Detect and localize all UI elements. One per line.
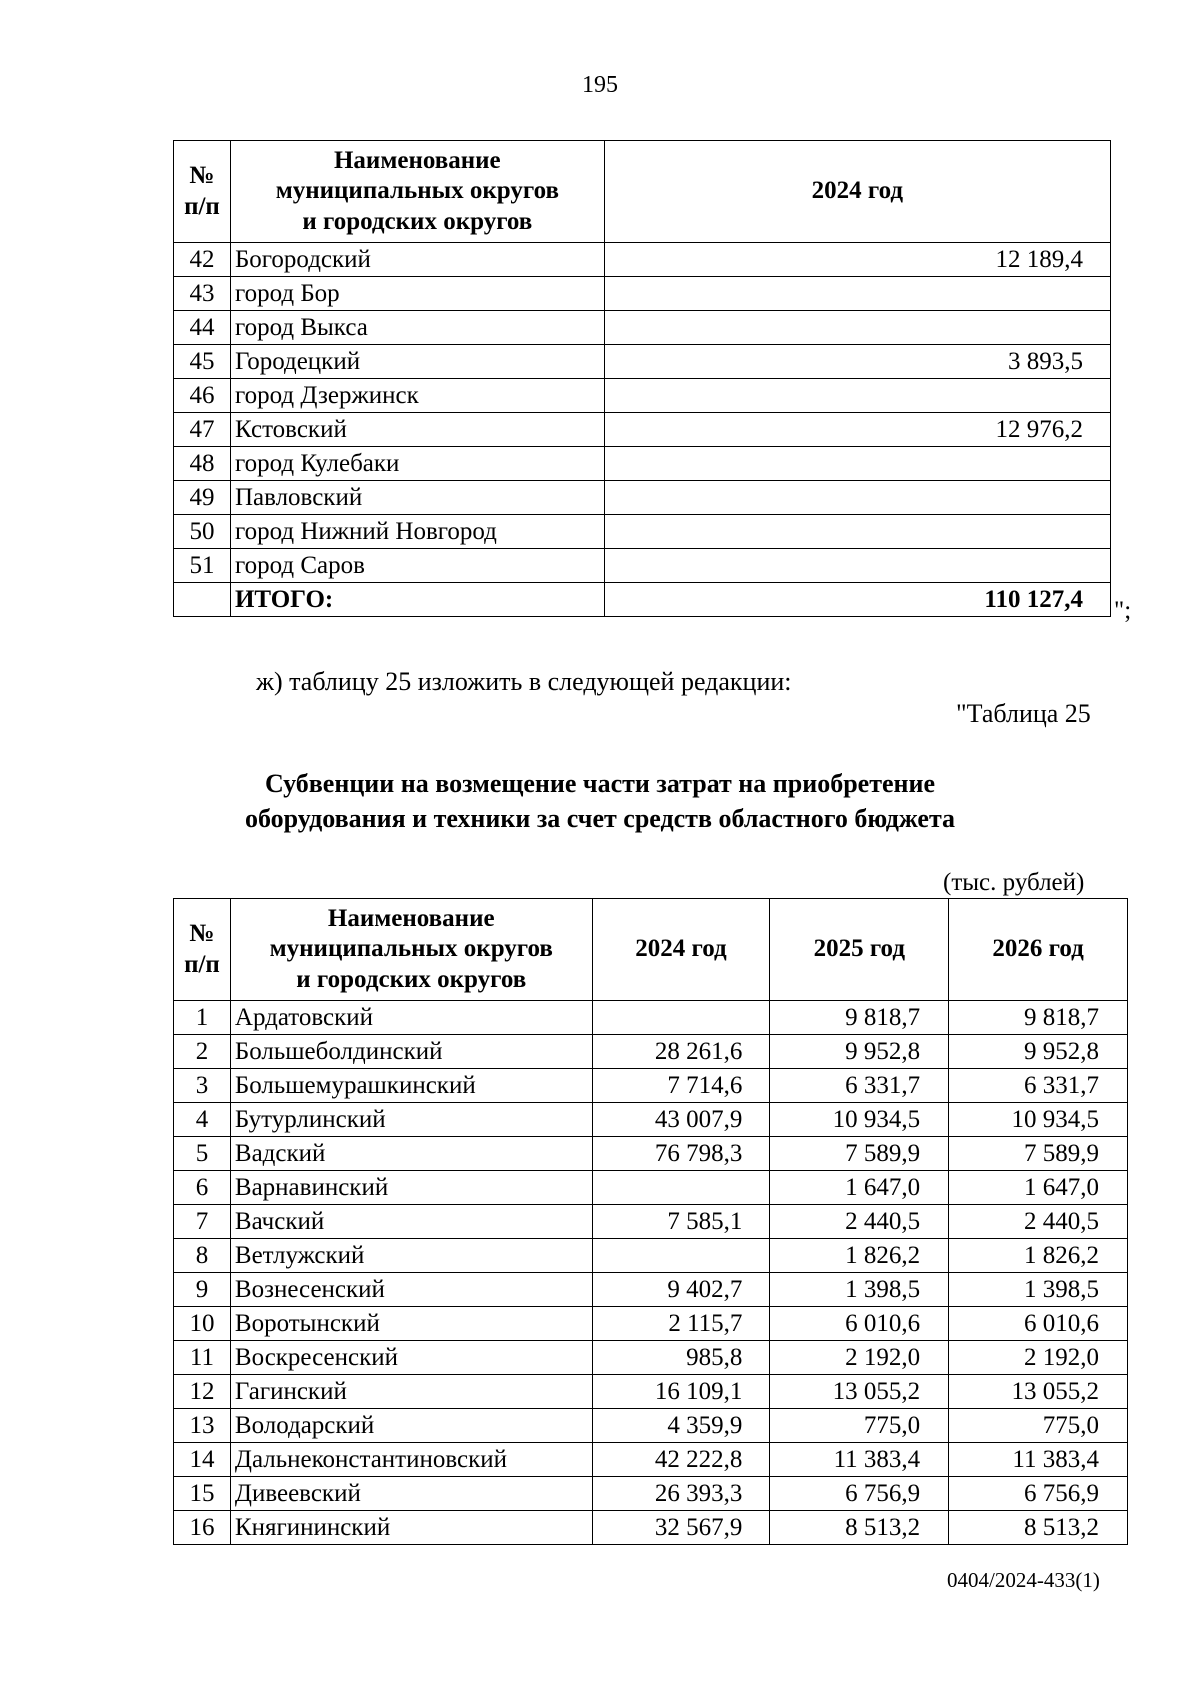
row-number: 46 [174, 379, 231, 413]
table-row [174, 1171, 1128, 1205]
header-2024: 2024 год [592, 899, 770, 1001]
table-row [174, 1341, 1128, 1375]
row-value-2024: 42 222,8 [592, 1443, 770, 1477]
row-value-2026: 1 647,0 [949, 1171, 1128, 1205]
row-value-2025: 1 826,2 [770, 1239, 949, 1273]
row-number: 8 [174, 1239, 231, 1273]
table-row [174, 447, 1111, 481]
row-number: 43 [174, 277, 231, 311]
row-number: 7 [174, 1205, 231, 1239]
header-number: № п/п [174, 141, 231, 243]
table-row [174, 481, 1111, 515]
row-name: Вачский [230, 1205, 592, 1239]
row-number: 14 [174, 1443, 231, 1477]
row-name: Городецкий [230, 345, 604, 379]
table-row [174, 277, 1111, 311]
table-row [174, 413, 1111, 447]
row-number: 6 [174, 1171, 231, 1205]
row-value-2025: 8 513,2 [770, 1511, 949, 1545]
row-name: Кстовский [230, 413, 604, 447]
row-value-2024: 985,8 [592, 1341, 770, 1375]
row-value-2024: 12 189,4 [604, 243, 1110, 277]
table-row [174, 515, 1111, 549]
row-value-2024 [604, 311, 1110, 345]
total-value-2024: 110 127,4 [604, 583, 1110, 617]
row-value-2024 [604, 481, 1110, 515]
closing-quote-mark: "; [1114, 597, 1132, 624]
row-name: Княгининский [230, 1511, 592, 1545]
row-name: город Выкса [230, 311, 604, 345]
row-name: Гагинский [230, 1375, 592, 1409]
row-value-2024: 2 115,7 [592, 1307, 770, 1341]
row-value-2024: 7 585,1 [592, 1205, 770, 1239]
header-2025: 2025 год [770, 899, 949, 1001]
row-value-2024 [604, 379, 1110, 413]
row-number: 15 [174, 1477, 231, 1511]
row-name: Бутурлинский [230, 1103, 592, 1137]
row-value-2026: 6 010,6 [949, 1307, 1128, 1341]
row-value-2025: 6 756,9 [770, 1477, 949, 1511]
row-name: Вознесенский [230, 1273, 592, 1307]
table-row [174, 1273, 1128, 1307]
table-row [174, 1409, 1128, 1443]
row-value-2024: 7 714,6 [592, 1069, 770, 1103]
row-name: Богородский [230, 243, 604, 277]
header-2024: 2024 год [604, 141, 1110, 243]
row-name: Варнавинский [230, 1171, 592, 1205]
row-value-2024: 43 007,9 [592, 1103, 770, 1137]
row-value-2026: 2 440,5 [949, 1205, 1128, 1239]
row-value-2025: 13 055,2 [770, 1375, 949, 1409]
row-value-2025: 9 818,7 [770, 1001, 949, 1035]
total-label: ИТОГО: [230, 583, 604, 617]
row-name: Вадский [230, 1137, 592, 1171]
row-value-2024: 3 893,5 [604, 345, 1110, 379]
row-name: город Саров [230, 549, 604, 583]
header-2026: 2026 год [949, 899, 1128, 1001]
row-number: 2 [174, 1035, 231, 1069]
row-number: 44 [174, 311, 231, 345]
instruction-text: ж) таблицу 25 изложить в следующей редакции: [256, 667, 792, 696]
row-value-2024: 26 393,3 [592, 1477, 770, 1511]
row-number: 51 [174, 549, 231, 583]
row-value-2024: 16 109,1 [592, 1375, 770, 1409]
table-header-row [174, 141, 1111, 243]
row-value-2024 [604, 515, 1110, 549]
table-row [174, 1443, 1128, 1477]
row-number: 1 [174, 1001, 231, 1035]
municipal-table-continued [173, 140, 1111, 617]
table-row [174, 1477, 1128, 1511]
table-row [174, 311, 1111, 345]
row-value-2026: 1 398,5 [949, 1273, 1128, 1307]
row-value-2024: 28 261,6 [592, 1035, 770, 1069]
row-value-2026: 9 952,8 [949, 1035, 1128, 1069]
row-value-2026: 9 818,7 [949, 1001, 1128, 1035]
table-row [174, 1239, 1128, 1273]
row-value-2026: 1 826,2 [949, 1239, 1128, 1273]
row-value-2024 [604, 549, 1110, 583]
unit-label: (тыс. рублей) [943, 869, 1085, 896]
table-row [174, 549, 1111, 583]
row-value-2024: 12 976,2 [604, 413, 1110, 447]
table-row [174, 1001, 1128, 1035]
table-row [174, 243, 1111, 277]
table-row [174, 1511, 1128, 1545]
row-number: 4 [174, 1103, 231, 1137]
row-value-2026: 13 055,2 [949, 1375, 1128, 1409]
row-number: 5 [174, 1137, 231, 1171]
row-value-2025: 7 589,9 [770, 1137, 949, 1171]
header-name: Наименование муниципальных округов и городских округов [230, 141, 604, 243]
row-number: 3 [174, 1069, 231, 1103]
row-value-2026: 6 756,9 [949, 1477, 1128, 1511]
table-row [174, 1205, 1128, 1239]
row-value-2024 [604, 277, 1110, 311]
header-number: № п/п [174, 899, 231, 1001]
row-number: 47 [174, 413, 231, 447]
row-value-2025: 775,0 [770, 1409, 949, 1443]
row-number: 12 [174, 1375, 231, 1409]
row-value-2024 [604, 447, 1110, 481]
header-name: Наименование муниципальных округов и городских округов [230, 899, 592, 1001]
row-value-2025: 1 647,0 [770, 1171, 949, 1205]
table-row [174, 1035, 1128, 1069]
row-number: 13 [174, 1409, 231, 1443]
row-name: Павловский [230, 481, 604, 515]
row-value-2025: 6 010,6 [770, 1307, 949, 1341]
table-reference: "Таблица 25 [956, 699, 1091, 728]
table-header-row [174, 899, 1128, 1001]
row-number: 49 [174, 481, 231, 515]
row-number: 16 [174, 1511, 231, 1545]
row-number: 42 [174, 243, 231, 277]
row-name: Большемурашкинский [230, 1069, 592, 1103]
row-name: Дальнеконстантиновский [230, 1443, 592, 1477]
row-number: 11 [174, 1341, 231, 1375]
row-value-2026: 7 589,9 [949, 1137, 1128, 1171]
row-number: 50 [174, 515, 231, 549]
row-name: Ардатовский [230, 1001, 592, 1035]
table-row [174, 345, 1111, 379]
row-value-2026: 10 934,5 [949, 1103, 1128, 1137]
row-name: Воротынский [230, 1307, 592, 1341]
row-name: город Нижний Новгород [230, 515, 604, 549]
row-value-2025: 9 952,8 [770, 1035, 949, 1069]
row-number: 9 [174, 1273, 231, 1307]
row-value-2026: 2 192,0 [949, 1341, 1128, 1375]
row-name: город Кулебаки [230, 447, 604, 481]
row-value-2025: 10 934,5 [770, 1103, 949, 1137]
table-row [174, 1307, 1128, 1341]
row-name: Воскресенский [230, 1341, 592, 1375]
row-value-2024: 76 798,3 [592, 1137, 770, 1171]
row-number: 45 [174, 345, 231, 379]
row-value-2026: 6 331,7 [949, 1069, 1128, 1103]
row-name: Дивеевский [230, 1477, 592, 1511]
row-value-2025: 6 331,7 [770, 1069, 949, 1103]
row-value-2024: 9 402,7 [592, 1273, 770, 1307]
table-row [174, 1069, 1128, 1103]
row-value-2025: 2 440,5 [770, 1205, 949, 1239]
row-value-2024 [592, 1239, 770, 1273]
row-value-2025: 1 398,5 [770, 1273, 949, 1307]
row-value-2026: 775,0 [949, 1409, 1128, 1443]
row-value-2025: 11 383,4 [770, 1443, 949, 1477]
row-name: Ветлужский [230, 1239, 592, 1273]
table-row [174, 1375, 1128, 1409]
row-number: 10 [174, 1307, 231, 1341]
row-name: город Дзержинск [230, 379, 604, 413]
row-name: Володарский [230, 1409, 592, 1443]
total-number [174, 583, 231, 617]
row-value-2024 [592, 1001, 770, 1035]
row-value-2026: 8 513,2 [949, 1511, 1128, 1545]
row-value-2025: 2 192,0 [770, 1341, 949, 1375]
row-value-2024: 32 567,9 [592, 1511, 770, 1545]
subvention-table [173, 898, 1128, 1545]
table-row [174, 1137, 1128, 1171]
row-name: Большеболдинский [230, 1035, 592, 1069]
table-title: Субвенции на возмещение части затрат на приобретение оборудования и техники за счет средств областного бюджета [244, 769, 956, 833]
row-name: город Бор [230, 277, 604, 311]
row-number: 48 [174, 447, 231, 481]
table-row [174, 379, 1111, 413]
row-value-2024: 4 359,9 [592, 1409, 770, 1443]
page-number: 195 [582, 72, 618, 98]
table-row [174, 1103, 1128, 1137]
total-row [174, 583, 1111, 617]
row-value-2026: 11 383,4 [949, 1443, 1128, 1477]
document-code: 0404/2024-433(1) [947, 1568, 1100, 1592]
row-value-2024 [592, 1171, 770, 1205]
